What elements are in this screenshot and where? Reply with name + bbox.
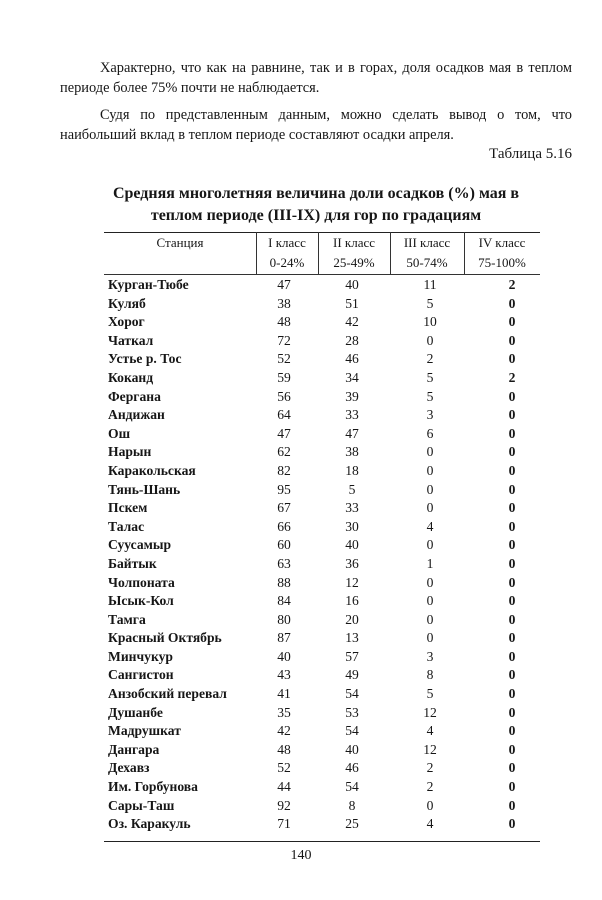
table-number: Таблица 5.16 [489, 146, 572, 162]
class-4-cell: 2 [508, 277, 516, 292]
station-name-cell: Мадрушкат [108, 723, 181, 739]
station-name-cell: Куляб [108, 295, 146, 311]
class-4-cell: 0 [508, 611, 516, 627]
class-3-cell: 4 [426, 723, 434, 739]
paragraph-1 [60, 58, 572, 98]
station-name-cell: Чолпоната [108, 574, 175, 590]
page-number: 140 [290, 848, 312, 863]
table-row [104, 685, 540, 704]
station-name-cell: Душанбе [108, 704, 163, 720]
station-name-cell: Им. Горбунова [108, 779, 198, 795]
header-class-3-name: III класс [403, 235, 451, 250]
paragraph-2-line-1: Судя по представленным данным, можно сделать вывод о том, [100, 107, 541, 123]
class-2-cell: 12 [345, 574, 359, 590]
table-row [104, 778, 540, 797]
table-row [104, 481, 540, 500]
paragraph-1-line-2: в теплом периоде более 75% почти не наблюдается. [60, 60, 572, 96]
class-3-cell: 6 [426, 425, 434, 441]
station-name-cell: Талас [108, 518, 145, 534]
class-1-cell: 67 [277, 500, 291, 516]
table-row [104, 406, 540, 425]
paragraph-1-line-1: Характерно, что как на равнине, так и в горах, доля осадков мая [100, 60, 512, 76]
class-2-cell: 5 [348, 481, 356, 497]
station-name-cell: Фергана [108, 388, 161, 404]
table-row [104, 388, 540, 407]
header-class-4-name: IV класс [478, 235, 526, 250]
class-4-cell: 2 [508, 369, 516, 385]
class-2-cell: 49 [345, 667, 359, 683]
table-caption-line-1: Средняя многолетняя величина доли осадков (%) мая в [112, 185, 520, 202]
station-name-cell: Байтык [108, 555, 157, 571]
table-row [104, 499, 540, 518]
class-4-cell: 0 [508, 667, 516, 683]
class-4-cell: 0 [508, 741, 516, 757]
class-3-cell: 5 [426, 295, 434, 311]
table-row [104, 648, 540, 667]
class-4-cell: 0 [508, 704, 516, 720]
header-class-4 [464, 233, 540, 273]
class-3-cell: 3 [426, 648, 434, 664]
class-2-cell: 33 [345, 407, 359, 423]
class-4-cell: 0 [508, 444, 516, 460]
table-row [104, 369, 540, 388]
class-3-cell: 2 [426, 351, 434, 367]
class-1-cell: 40 [277, 648, 291, 664]
class-4-cell: 0 [508, 574, 516, 590]
class-1-cell: 56 [277, 388, 291, 404]
table-row [104, 462, 540, 481]
class-1-cell: 47 [277, 425, 291, 441]
station-name-cell: Андижан [108, 407, 165, 423]
class-2-cell: 47 [345, 425, 359, 441]
class-2-cell: 39 [345, 388, 359, 404]
class-4-cell: 0 [508, 332, 516, 348]
table-row [104, 722, 540, 741]
class-1-cell: 62 [277, 444, 291, 460]
class-4-cell: 0 [508, 518, 516, 534]
table-row [104, 425, 540, 444]
class-3-cell: 2 [426, 779, 434, 795]
class-2-cell: 13 [345, 630, 359, 646]
table-row [104, 611, 540, 630]
class-3-cell: 3 [426, 407, 434, 423]
station-name-cell: Коканд [108, 369, 154, 385]
class-4-cell: 0 [508, 760, 516, 776]
class-2-cell: 51 [345, 295, 359, 311]
table-row [104, 797, 540, 816]
class-3-cell: 10 [423, 314, 437, 330]
header-class-3 [390, 233, 464, 273]
class-1-cell: 52 [277, 351, 291, 367]
class-4-cell: 0 [508, 723, 516, 739]
station-name-cell: Дехавз [108, 760, 150, 776]
station-name-cell: Анзобский перевал [108, 686, 227, 702]
class-1-cell: 80 [277, 611, 291, 627]
header-class-2-name: II класс [332, 235, 376, 250]
class-2-cell: 8 [348, 797, 356, 813]
class-3-cell: 0 [426, 537, 434, 553]
class-2-cell: 36 [345, 555, 359, 571]
header-class-1 [256, 233, 318, 273]
class-1-cell: 60 [277, 537, 291, 553]
class-1-cell: 52 [277, 760, 291, 776]
class-3-cell: 0 [426, 593, 434, 609]
station-name-cell: Ысык-Кол [108, 593, 174, 609]
class-1-cell: 95 [277, 481, 291, 497]
class-4-cell: 0 [508, 295, 516, 311]
class-2-cell: 40 [345, 277, 359, 292]
paragraph-2 [60, 105, 572, 145]
station-name-cell: Минчукур [108, 648, 173, 664]
class-2-cell: 16 [345, 593, 359, 609]
class-2-cell: 18 [345, 462, 359, 478]
class-3-cell: 11 [423, 277, 437, 292]
class-4-cell: 0 [508, 388, 516, 404]
table-header-rule [104, 274, 540, 275]
class-1-cell: 47 [277, 277, 291, 292]
class-2-cell: 46 [345, 351, 359, 367]
class-3-cell: 0 [426, 500, 434, 516]
table-row [104, 518, 540, 537]
class-1-cell: 66 [277, 518, 291, 534]
class-4-cell: 0 [508, 537, 516, 553]
class-1-cell: 38 [277, 295, 291, 311]
class-3-cell: 2 [426, 760, 434, 776]
class-4-cell: 0 [508, 462, 516, 478]
class-3-cell: 5 [426, 686, 434, 702]
class-2-cell: 54 [345, 686, 359, 702]
header-class-1-name: I класс [268, 235, 306, 250]
station-name-cell: Тамга [108, 611, 146, 627]
class-1-cell: 59 [277, 369, 291, 385]
class-1-cell: 84 [277, 593, 291, 609]
station-name-cell: Красный Октябрь [108, 630, 222, 646]
station-name-cell: Тянь-Шань [108, 481, 181, 497]
class-2-cell: 34 [345, 369, 359, 385]
class-3-cell: 5 [426, 369, 434, 385]
class-3-cell: 12 [423, 741, 437, 757]
class-3-cell: 0 [426, 630, 434, 646]
class-2-cell: 30 [345, 518, 359, 534]
table-row [104, 536, 540, 555]
station-name-cell: Чаткал [108, 332, 154, 348]
table-row [104, 295, 540, 314]
station-name-cell: Сангистон [108, 667, 174, 683]
table-row [104, 332, 540, 351]
class-2-cell: 28 [345, 332, 359, 348]
class-4-cell: 0 [508, 555, 516, 571]
table-row [104, 592, 540, 611]
class-1-cell: 72 [277, 332, 291, 348]
class-2-cell: 42 [345, 314, 359, 330]
class-2-cell: 57 [345, 648, 359, 664]
class-1-cell: 48 [277, 314, 291, 330]
class-1-cell: 64 [277, 407, 291, 423]
table-row [104, 815, 540, 834]
table-row [104, 704, 540, 723]
class-4-cell: 0 [508, 816, 516, 832]
class-3-cell: 0 [426, 462, 434, 478]
table-row [104, 574, 540, 593]
class-4-cell: 0 [508, 797, 516, 813]
class-2-cell: 40 [345, 741, 359, 757]
class-3-cell: 0 [426, 481, 434, 497]
class-4-cell: 0 [508, 630, 516, 646]
class-4-cell: 0 [508, 407, 516, 423]
class-3-cell: 4 [426, 816, 434, 832]
class-1-cell: 42 [277, 723, 291, 739]
class-1-cell: 35 [277, 704, 291, 720]
table-row [104, 741, 540, 760]
table-caption-line-2: теплом периоде (III-IX) для гор по градациям [150, 207, 482, 224]
header-class-1-range: 0-24% [269, 255, 305, 270]
station-name-cell: Оз. Каракуль [108, 816, 191, 832]
class-2-cell: 25 [345, 816, 359, 832]
class-4-cell: 0 [508, 351, 516, 367]
table-body [104, 276, 540, 834]
class-1-cell: 82 [277, 462, 291, 478]
header-station: Станция [156, 235, 204, 250]
class-2-cell: 46 [345, 760, 359, 776]
class-2-cell: 53 [345, 704, 359, 720]
table-caption [60, 183, 572, 227]
class-1-cell: 92 [277, 797, 291, 813]
station-name-cell: Хорог [108, 314, 145, 330]
class-2-cell: 54 [345, 723, 359, 739]
table-row [104, 666, 540, 685]
header-class-3-range: 50-74% [406, 255, 448, 270]
station-name-cell: Пскем [108, 500, 148, 516]
header-class-2 [318, 233, 390, 273]
class-4-cell: 0 [508, 425, 516, 441]
class-3-cell: 8 [426, 667, 434, 683]
table-row [104, 350, 540, 369]
table-row [104, 443, 540, 462]
class-3-cell: 0 [426, 444, 434, 460]
class-1-cell: 71 [277, 816, 291, 832]
class-3-cell: 0 [426, 332, 434, 348]
class-3-cell: 0 [426, 574, 434, 590]
class-1-cell: 88 [277, 574, 291, 590]
class-1-cell: 44 [277, 779, 291, 795]
class-4-cell: 0 [508, 481, 516, 497]
class-2-cell: 54 [345, 779, 359, 795]
station-name-cell: Ош [108, 425, 131, 441]
class-3-cell: 4 [426, 518, 434, 534]
class-2-cell: 40 [345, 537, 359, 553]
class-1-cell: 43 [277, 667, 291, 683]
class-4-cell: 0 [508, 648, 516, 664]
header-class-4-range: 75-100% [478, 255, 526, 270]
class-4-cell: 0 [508, 686, 516, 702]
table-bottom-rule [104, 841, 540, 842]
class-1-cell: 41 [277, 686, 291, 702]
table-row [104, 276, 540, 295]
station-name-cell: Суусамыр [108, 537, 172, 553]
class-1-cell: 48 [277, 741, 291, 757]
table-row [104, 555, 540, 574]
class-3-cell: 12 [423, 704, 437, 720]
table-row [104, 759, 540, 778]
station-name-cell: Курган-Тюбе [108, 277, 189, 292]
class-1-cell: 63 [277, 555, 291, 571]
station-name-cell: Дангара [108, 741, 160, 757]
station-name-cell: Сары-Таш [108, 797, 175, 813]
class-2-cell: 38 [345, 444, 359, 460]
class-3-cell: 0 [426, 797, 434, 813]
station-name-cell: Нарын [108, 444, 152, 460]
class-3-cell: 0 [426, 611, 434, 627]
class-1-cell: 87 [277, 630, 291, 646]
class-4-cell: 0 [508, 500, 516, 516]
header-class-2-range: 25-49% [333, 255, 375, 270]
table-row [104, 629, 540, 648]
station-name-cell: Устье р. Тос [108, 351, 182, 367]
class-4-cell: 0 [508, 779, 516, 795]
class-3-cell: 5 [426, 388, 434, 404]
class-2-cell: 33 [345, 500, 359, 516]
station-name-cell: Каракольская [108, 462, 196, 478]
paragraph-2-line-2: что наибольший вклад в теплом периоде составляют осадки апреля. [60, 107, 572, 143]
class-3-cell: 1 [426, 555, 434, 571]
class-4-cell: 0 [508, 593, 516, 609]
class-2-cell: 20 [345, 611, 359, 627]
class-4-cell: 0 [508, 314, 516, 330]
table-row [104, 313, 540, 332]
